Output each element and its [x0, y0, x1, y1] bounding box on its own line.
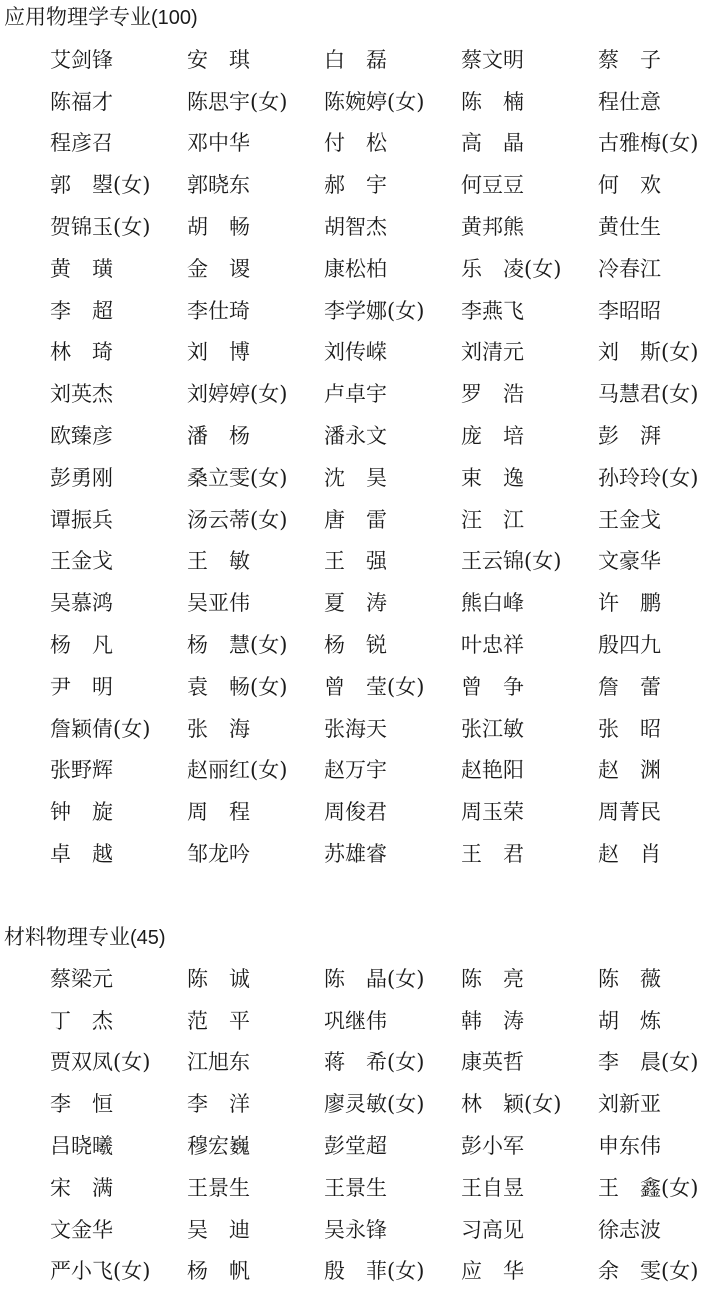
student-name: 陈 亮 — [461, 966, 524, 991]
student-name: 杨 帆 — [187, 1259, 250, 1284]
student-name: 胡 畅 — [187, 215, 250, 240]
section-heading-materials-physics — [4, 923, 166, 952]
student-name: 贺锦玉(女) — [50, 215, 151, 240]
student-name: 叶忠祥 — [461, 633, 524, 658]
student-name: 刘新亚 — [598, 1092, 661, 1117]
student-name: 桑立雯(女) — [187, 465, 288, 490]
name-row — [50, 750, 717, 792]
student-name: 艾剑锋 — [50, 47, 113, 72]
student-name: 王 鑫(女) — [598, 1175, 699, 1200]
student-name: 周菁民 — [598, 800, 661, 825]
student-name: 许 鹏 — [598, 591, 661, 616]
student-name: 马慧君(女) — [598, 382, 699, 407]
student-name: 夏 涛 — [324, 591, 387, 616]
name-row — [50, 1083, 717, 1125]
student-name: 程仕意 — [598, 89, 661, 114]
student-name: 乐 凌(女) — [461, 256, 562, 281]
student-name: 刘英杰 — [50, 382, 113, 407]
student-name: 穆宏巍 — [187, 1134, 250, 1159]
name-row — [50, 791, 717, 833]
student-name: 欧臻彦 — [50, 424, 113, 449]
name-row — [50, 958, 717, 1000]
student-name: 陈思宇(女) — [187, 89, 288, 114]
student-name: 巩继伟 — [324, 1008, 387, 1033]
student-name: 何 欢 — [598, 173, 661, 198]
student-name: 潘 杨 — [187, 424, 250, 449]
student-name: 潘永文 — [324, 424, 387, 449]
name-row — [50, 415, 717, 457]
student-name: 李昭昭 — [598, 298, 661, 323]
student-name: 杨 锐 — [324, 633, 387, 658]
student-name: 詹 蕾 — [598, 674, 661, 699]
name-row — [50, 290, 717, 332]
student-name: 吴慕鸿 — [50, 591, 113, 616]
student-name: 彭小军 — [461, 1134, 524, 1159]
student-name: 李 洋 — [187, 1092, 250, 1117]
student-name: 陈 诚 — [187, 966, 250, 991]
student-name: 王 君 — [461, 842, 524, 867]
student-name: 范 平 — [187, 1008, 250, 1033]
student-name: 束 逸 — [461, 465, 524, 490]
student-name: 习高见 — [461, 1217, 524, 1242]
student-name: 李 超 — [50, 298, 113, 323]
student-name: 卓 越 — [50, 842, 113, 867]
student-name: 刘清元 — [461, 340, 524, 365]
student-name: 文豪华 — [598, 549, 661, 574]
name-row — [50, 833, 717, 875]
student-name: 王 强 — [324, 549, 387, 574]
student-name: 詹颖倩(女) — [50, 716, 151, 741]
name-row — [50, 81, 717, 123]
student-name: 吴亚伟 — [187, 591, 250, 616]
student-name: 彭 湃 — [598, 424, 661, 449]
section-count: (45) — [130, 927, 166, 949]
section-title: 材料物理专业 — [4, 925, 130, 949]
student-name: 邹龙吟 — [187, 842, 250, 867]
student-name: 郝 宇 — [324, 173, 387, 198]
student-name: 韩 涛 — [461, 1008, 524, 1033]
student-name: 邓中华 — [187, 131, 250, 156]
section-title: 应用物理学专业 — [4, 5, 151, 29]
student-name: 胡智杰 — [324, 215, 387, 240]
name-row — [50, 708, 717, 750]
student-name: 陈 楠 — [461, 89, 524, 114]
student-name: 郭 曌(女) — [50, 173, 151, 198]
student-name: 王云锦(女) — [461, 549, 562, 574]
student-name: 周俊君 — [324, 800, 387, 825]
student-name: 赵丽红(女) — [187, 758, 288, 783]
student-name: 谭振兵 — [50, 507, 113, 532]
student-name: 张 昭 — [598, 716, 661, 741]
student-name: 廖灵敏(女) — [324, 1092, 425, 1117]
student-name: 康松柏 — [324, 256, 387, 281]
student-name: 唐 雷 — [324, 507, 387, 532]
student-name: 陈 晶(女) — [324, 966, 425, 991]
student-name: 张江敏 — [461, 716, 524, 741]
student-name: 蔡文明 — [461, 47, 524, 72]
student-name: 李 恒 — [50, 1092, 113, 1117]
student-name: 陈 薇 — [598, 966, 661, 991]
student-name: 古雅梅(女) — [598, 131, 699, 156]
student-name: 钟 旋 — [50, 800, 113, 825]
student-name: 康英哲 — [461, 1050, 524, 1075]
student-name: 李仕琦 — [187, 298, 250, 323]
student-name: 林 琦 — [50, 340, 113, 365]
name-row — [50, 1042, 717, 1084]
student-name: 袁 畅(女) — [187, 674, 288, 699]
student-name: 刘婷婷(女) — [187, 382, 288, 407]
name-row — [50, 1251, 717, 1292]
name-row — [50, 457, 717, 499]
name-row — [50, 624, 717, 666]
student-name: 卢卓宇 — [324, 382, 387, 407]
student-name: 金 谡 — [187, 256, 250, 281]
name-row — [50, 1167, 717, 1209]
student-name: 程彦召 — [50, 131, 113, 156]
student-name: 严小飞(女) — [50, 1259, 151, 1284]
student-name: 黄仕生 — [598, 215, 661, 240]
student-name: 郭晓东 — [187, 173, 250, 198]
name-row — [50, 39, 717, 81]
student-name: 周玉荣 — [461, 800, 524, 825]
student-name: 黄 璜 — [50, 256, 113, 281]
name-row — [50, 248, 717, 290]
student-name: 彭勇刚 — [50, 465, 113, 490]
student-name: 王金戈 — [598, 507, 661, 532]
student-name: 贾双凤(女) — [50, 1050, 151, 1075]
name-row — [50, 1000, 717, 1042]
student-name: 蒋 希(女) — [324, 1050, 425, 1075]
student-name: 赵艳阳 — [461, 758, 524, 783]
student-name: 王景生 — [324, 1175, 387, 1200]
student-name: 何豆豆 — [461, 173, 524, 198]
student-name: 刘传嵘 — [324, 340, 387, 365]
student-name: 陈福才 — [50, 89, 113, 114]
student-name: 林 颖(女) — [461, 1092, 562, 1117]
name-row — [50, 666, 717, 708]
student-name: 周 程 — [187, 800, 250, 825]
student-name: 彭堂超 — [324, 1134, 387, 1159]
student-name: 赵 肖 — [598, 842, 661, 867]
student-name: 江旭东 — [187, 1050, 250, 1075]
student-name: 张海天 — [324, 716, 387, 741]
student-name: 吴 迪 — [187, 1217, 250, 1242]
student-name: 王 敏 — [187, 549, 250, 574]
student-name: 刘 斯(女) — [598, 340, 699, 365]
student-name: 余 雯(女) — [598, 1259, 699, 1284]
student-name: 文金华 — [50, 1217, 113, 1242]
student-name: 陈婉婷(女) — [324, 89, 425, 114]
name-row — [50, 1209, 717, 1251]
name-row — [50, 164, 717, 206]
section-count: (100) — [151, 7, 198, 29]
name-row — [50, 1125, 717, 1167]
student-name: 赵万宇 — [324, 758, 387, 783]
student-name: 罗 浩 — [461, 382, 524, 407]
student-name: 曾 争 — [461, 674, 524, 699]
student-name: 高 晶 — [461, 131, 524, 156]
student-name: 白 磊 — [324, 47, 387, 72]
section-heading-applied-physics — [4, 3, 198, 32]
name-row — [50, 582, 717, 624]
student-name: 杨 慧(女) — [187, 633, 288, 658]
student-name: 黄邦熊 — [461, 215, 524, 240]
student-name: 吴永锋 — [324, 1217, 387, 1242]
student-name: 曾 莹(女) — [324, 674, 425, 699]
student-name: 汤云蒂(女) — [187, 507, 288, 532]
student-name: 付 松 — [324, 131, 387, 156]
student-name: 胡 炼 — [598, 1008, 661, 1033]
student-name: 苏雄睿 — [324, 842, 387, 867]
student-name: 李燕飞 — [461, 298, 524, 323]
student-name: 尹 明 — [50, 674, 113, 699]
student-name: 殷 菲(女) — [324, 1259, 425, 1284]
student-name: 蔡梁元 — [50, 966, 113, 991]
name-grid-materials-physics — [50, 958, 717, 1292]
student-name: 安 琪 — [187, 47, 250, 72]
student-name: 吕晓曦 — [50, 1134, 113, 1159]
student-name: 王自昱 — [461, 1175, 524, 1200]
name-grid-applied-physics — [50, 39, 717, 875]
student-name: 熊白峰 — [461, 591, 524, 616]
student-name: 冷春江 — [598, 256, 661, 281]
student-name: 杨 凡 — [50, 633, 113, 658]
name-row — [50, 499, 717, 541]
student-name: 徐志波 — [598, 1217, 661, 1242]
student-name: 蔡 子 — [598, 47, 661, 72]
student-name: 赵 渊 — [598, 758, 661, 783]
student-name: 殷四九 — [598, 633, 661, 658]
student-name: 李学娜(女) — [324, 298, 425, 323]
student-name: 宋 满 — [50, 1175, 113, 1200]
student-name: 孙玲玲(女) — [598, 465, 699, 490]
student-name: 王金戈 — [50, 549, 113, 574]
student-name: 张野辉 — [50, 758, 113, 783]
student-name: 沈 昊 — [324, 465, 387, 490]
student-name: 汪 江 — [461, 507, 524, 532]
name-row — [50, 332, 717, 374]
student-name: 刘 博 — [187, 340, 250, 365]
student-name: 丁 杰 — [50, 1008, 113, 1033]
name-row — [50, 373, 717, 415]
student-name: 李 晨(女) — [598, 1050, 699, 1075]
student-name: 王景生 — [187, 1175, 250, 1200]
student-name: 张 海 — [187, 716, 250, 741]
student-name: 申东伟 — [598, 1134, 661, 1159]
student-name: 庞 培 — [461, 424, 524, 449]
name-row — [50, 206, 717, 248]
name-row — [50, 123, 717, 165]
student-name: 应 华 — [461, 1259, 524, 1284]
name-row — [50, 541, 717, 583]
